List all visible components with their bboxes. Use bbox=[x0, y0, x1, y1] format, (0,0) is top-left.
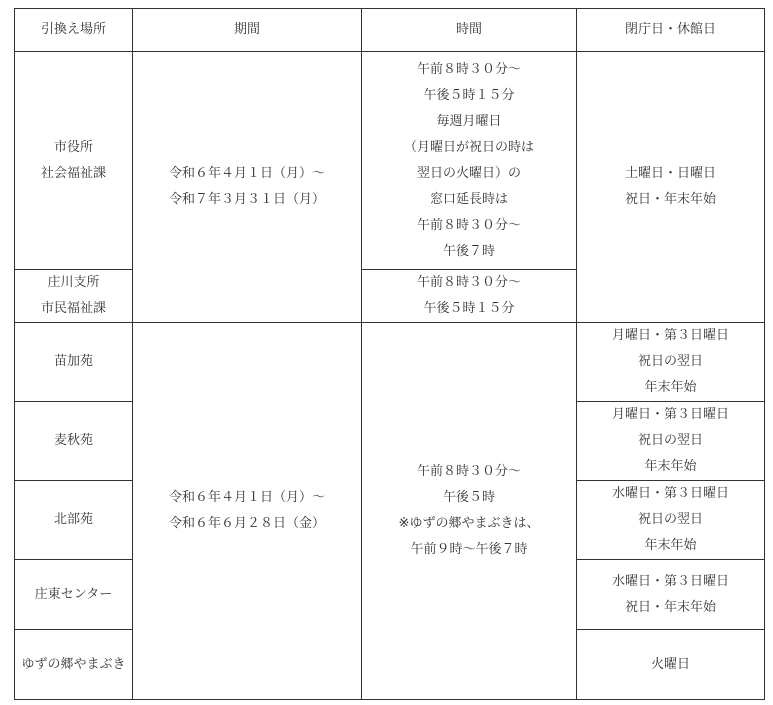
place-yuzu: ゆずの郷やまぶき bbox=[15, 630, 133, 700]
closed-nae bbox=[577, 323, 765, 402]
closed-city-offices bbox=[577, 52, 765, 323]
place-shokawa bbox=[15, 270, 133, 323]
closed-line: 祝日・年末年始 bbox=[624, 599, 716, 615]
place-line: 市役所 bbox=[53, 139, 93, 155]
period-city-offices bbox=[133, 52, 362, 323]
hours-line: 翌日の火曜日）の bbox=[416, 165, 521, 181]
place-mugi: 麦秋苑 bbox=[15, 402, 133, 481]
closed-line: 月曜日・第３日曜日 bbox=[611, 407, 729, 422]
hours-line: 午前８時３０分～ bbox=[416, 61, 521, 77]
hours-line: 午後５時１５分 bbox=[423, 301, 515, 316]
table-row-nae bbox=[15, 323, 765, 402]
closed-line: 祝日・年末年始 bbox=[624, 192, 716, 207]
period-facilities bbox=[133, 323, 362, 700]
closed-line: 年末年始 bbox=[644, 538, 697, 553]
closed-shoto bbox=[577, 560, 765, 630]
period-line: 令和７年３月３１日（月） bbox=[168, 192, 325, 207]
closed-mugi bbox=[577, 402, 765, 481]
hours-line: 午後５時１５分 bbox=[423, 87, 515, 103]
closed-hokubu bbox=[577, 481, 765, 560]
closed-yuzu: 火曜日 bbox=[577, 630, 765, 700]
hours-line: 午後７時 bbox=[442, 243, 495, 259]
header-closed-days: 閉庁日・休館日 bbox=[577, 9, 765, 52]
closed-line: 祝日の翌日 bbox=[637, 512, 703, 527]
hours-shokawa bbox=[362, 270, 577, 323]
place-line: 庄川支所 bbox=[47, 275, 100, 290]
closed-line: 年末年始 bbox=[644, 459, 697, 474]
place-line: 社会福祉課 bbox=[40, 165, 106, 181]
header-period: 期間 bbox=[133, 9, 362, 52]
hours-line: 午前８時３０分～ bbox=[416, 275, 521, 290]
place-line: 市民福祉課 bbox=[40, 301, 106, 316]
closed-line: 水曜日・第３日曜日 bbox=[611, 486, 729, 501]
hours-line: ※ゆずの郷やまぶきは、 bbox=[398, 516, 540, 531]
closed-line: 年末年始 bbox=[644, 380, 697, 395]
hours-line: 午前９時～午後７時 bbox=[410, 542, 528, 557]
closed-line: 祝日の翌日 bbox=[637, 354, 703, 369]
hours-line: 午前８時３０分～ bbox=[416, 464, 521, 479]
exchange-schedule-table bbox=[14, 8, 765, 700]
hours-line: 窓口延長時は bbox=[429, 191, 508, 207]
place-hokubu: 北部苑 bbox=[15, 481, 133, 560]
hours-city-hall bbox=[362, 52, 577, 270]
hours-line: 毎週月曜日 bbox=[436, 113, 502, 129]
period-line: 令和６年６月２８日（金） bbox=[168, 516, 325, 531]
place-city-hall bbox=[15, 52, 133, 270]
header-hours: 時間 bbox=[362, 9, 577, 52]
period-line: 令和６年４月１日（月）～ bbox=[168, 166, 325, 181]
table-header-row bbox=[15, 9, 765, 52]
hours-line: （月曜日が祝日の時は bbox=[403, 139, 534, 155]
hours-line: 午後５時 bbox=[442, 490, 495, 505]
closed-line: 祝日の翌日 bbox=[637, 433, 703, 448]
hours-facilities bbox=[362, 323, 577, 700]
hours-line: 午前８時３０分～ bbox=[416, 217, 521, 233]
closed-line: 土曜日・日曜日 bbox=[624, 166, 716, 181]
closed-line: 月曜日・第３日曜日 bbox=[611, 328, 729, 343]
place-shoto: 庄東センター bbox=[15, 560, 133, 630]
closed-line: 水曜日・第３日曜日 bbox=[611, 573, 729, 589]
table-row-city-hall bbox=[15, 52, 765, 270]
place-nae: 苗加苑 bbox=[15, 323, 133, 402]
header-location: 引換え場所 bbox=[15, 9, 133, 52]
period-line: 令和６年４月１日（月）～ bbox=[168, 490, 325, 505]
